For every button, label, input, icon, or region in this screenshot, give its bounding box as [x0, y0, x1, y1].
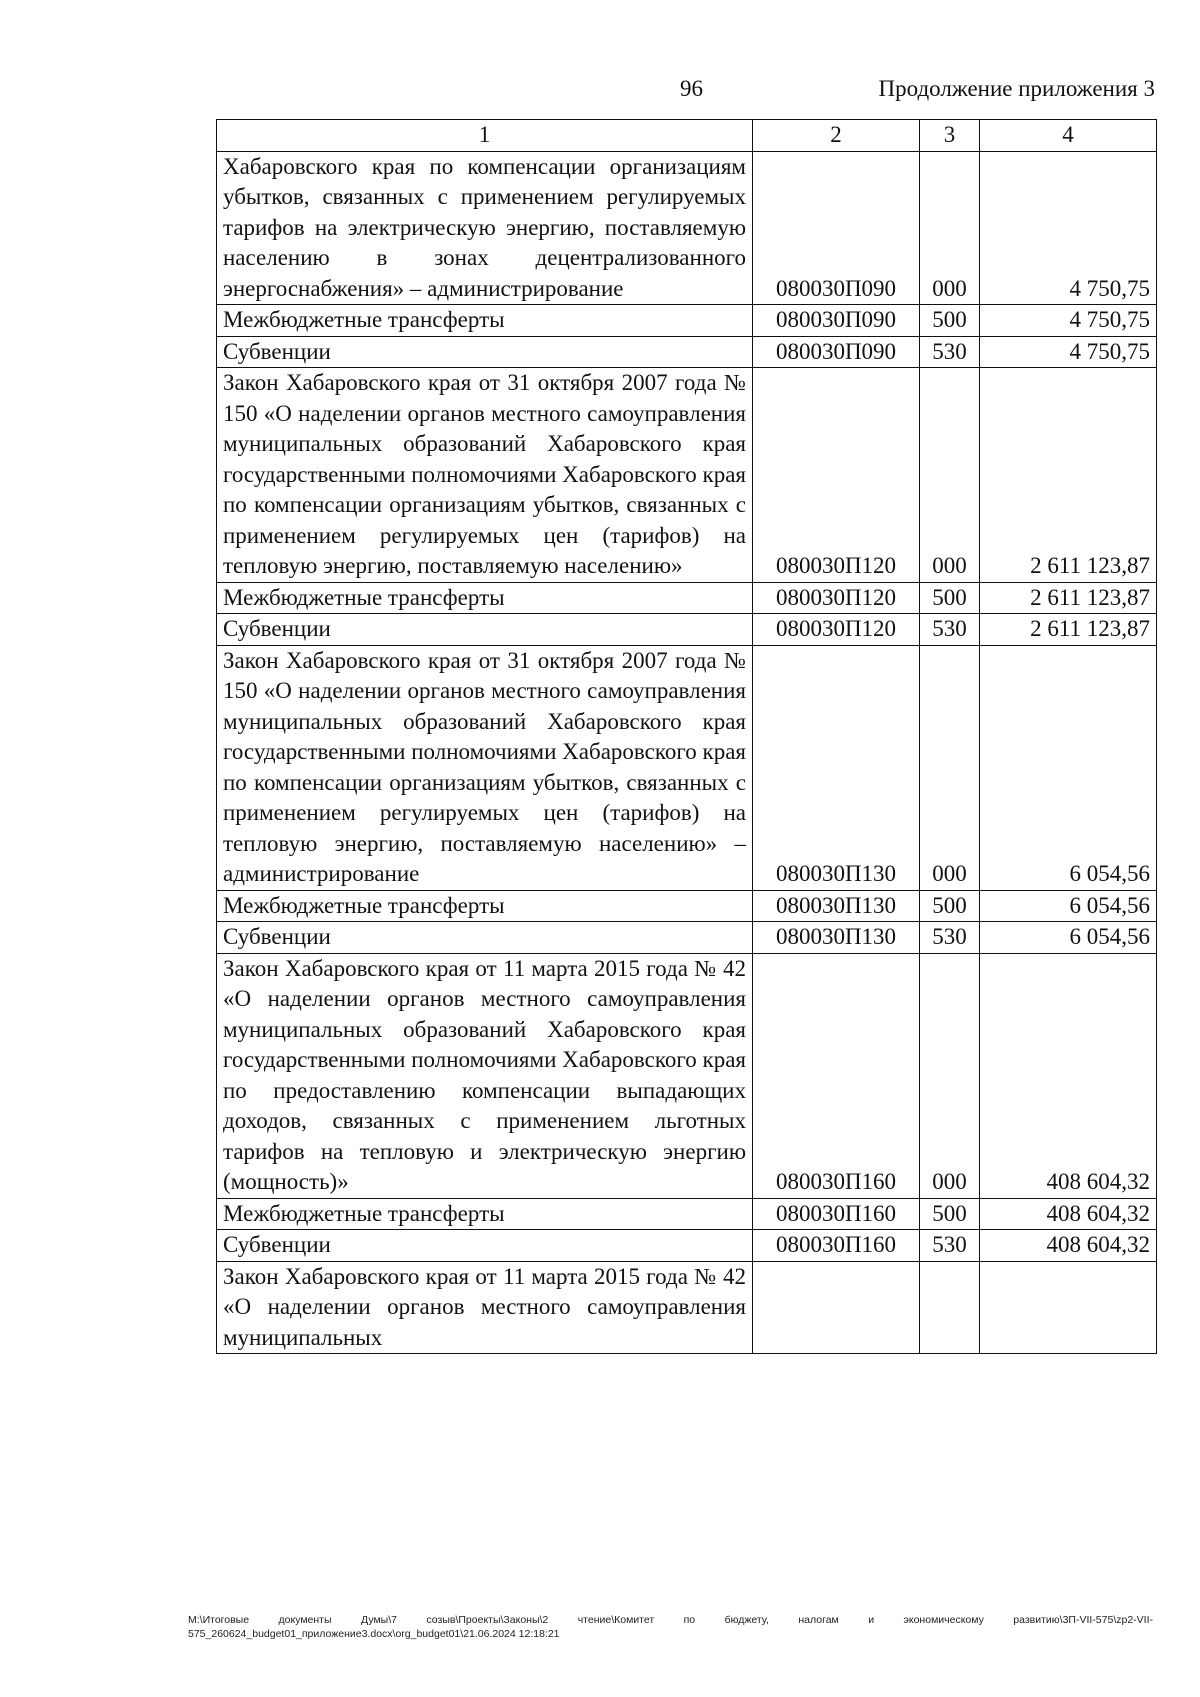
table-row [217, 1230, 1157, 1262]
row-code: 080030П160 [753, 953, 920, 1198]
table-row [217, 305, 1157, 337]
row-amount: 6 054,56 [980, 922, 1157, 954]
row-expense-type: 000 [920, 953, 980, 1198]
row-name: Закон Хабаровского края от 31 октября 2007 года № 150 «О наделении органов местного самоуправления муниципальных образований Хабаровского края государственными полномочиями Хабаровского края по компенсации организациям убытков, связанных с применением регулируемых цен (тарифов) на тепловую энергию, поставляемую населению» – администрирование [217, 645, 753, 890]
row-name: Хабаровского края по компенсации организациям убытков, связанных с применением регулируемых тарифов на электрическую энергию, поставляемую населению в зонах децентрализованного энергоснабжения» – администрирование [217, 151, 753, 305]
table-row [217, 151, 1157, 305]
table-row [217, 953, 1157, 1198]
column-header-1: 1 [217, 120, 753, 152]
row-code: 080030П160 [753, 1198, 920, 1230]
row-expense-type: 000 [920, 645, 980, 890]
budget-table [216, 119, 1157, 1354]
row-expense-type: 530 [920, 336, 980, 368]
table-row [217, 614, 1157, 646]
row-name: Межбюджетные трансферты [217, 890, 753, 922]
row-code: 080030П160 [753, 1230, 920, 1262]
row-name: Субвенции [217, 1230, 753, 1262]
table-row [217, 645, 1157, 890]
table-row [217, 336, 1157, 368]
row-expense-type: 500 [920, 582, 980, 614]
row-code: 080030П090 [753, 305, 920, 337]
row-amount [980, 1261, 1157, 1354]
document-path-footer: M:\Итоговые документы Думы\7 созыв\Проекты\Законы\2 чтение\Комитет по бюджету, налогам и экономическому развитию\3П-VII-575\zp2-VII-575_260624_budget01_приложение3.docx\org_budget01\21.06.2024 12:18:21 [188, 1614, 1153, 1640]
row-name: Закон Хабаровского края от 31 октября 2007 года № 150 «О наделении органов местного самоуправления муниципальных образований Хабаровского края государственными полномочиями Хабаровского края по компенсации организациям убытков, связанных с применением регулируемых цен (тарифов) на тепловую энергию, поставляемую населению» [217, 368, 753, 583]
row-amount: 6 054,56 [980, 645, 1157, 890]
row-name: Межбюджетные трансферты [217, 1198, 753, 1230]
row-code: 080030П090 [753, 336, 920, 368]
row-code: 080030П120 [753, 582, 920, 614]
row-name: Субвенции [217, 336, 753, 368]
row-name: Субвенции [217, 614, 753, 646]
row-amount: 408 604,32 [980, 1230, 1157, 1262]
table-row [217, 368, 1157, 583]
row-code: 080030П090 [753, 151, 920, 305]
row-amount: 408 604,32 [980, 1198, 1157, 1230]
column-header-4: 4 [980, 120, 1157, 152]
row-amount: 4 750,75 [980, 305, 1157, 337]
row-code: 080030П120 [753, 614, 920, 646]
row-amount: 408 604,32 [980, 953, 1157, 1198]
row-name: Межбюджетные трансферты [217, 305, 753, 337]
row-expense-type: 530 [920, 922, 980, 954]
row-code: 080030П130 [753, 890, 920, 922]
row-amount: 4 750,75 [980, 151, 1157, 305]
row-amount: 2 611 123,87 [980, 614, 1157, 646]
row-name: Закон Хабаровского края от 11 марта 2015 года № 42 «О наделении органов местного самоуправления муниципальных образований Хабаровского края государственными полномочиями Хабаровского края по предоставлению компенсации выпадающих доходов, связанных с применением льготных тарифов на тепловую и электрическую энергию (мощность)» [217, 953, 753, 1198]
table-row [217, 1198, 1157, 1230]
row-amount: 2 611 123,87 [980, 368, 1157, 583]
continuation-title: Продолжение приложения 3 [878, 76, 1155, 101]
column-header-2: 2 [753, 120, 920, 152]
table-header-row [217, 120, 1157, 152]
row-expense-type [920, 1261, 980, 1354]
row-code [753, 1261, 920, 1354]
row-expense-type: 530 [920, 1230, 980, 1262]
row-amount: 6 054,56 [980, 890, 1157, 922]
table-row [217, 890, 1157, 922]
row-expense-type: 000 [920, 368, 980, 583]
row-expense-type: 500 [920, 890, 980, 922]
row-expense-type: 530 [920, 614, 980, 646]
row-name: Субвенции [217, 922, 753, 954]
row-expense-type: 000 [920, 151, 980, 305]
row-expense-type: 500 [920, 305, 980, 337]
row-code: 080030П130 [753, 922, 920, 954]
row-code: 080030П130 [753, 645, 920, 890]
column-header-3: 3 [920, 120, 980, 152]
row-expense-type: 500 [920, 1198, 980, 1230]
table-row [217, 922, 1157, 954]
table-row [217, 1261, 1157, 1354]
row-amount: 2 611 123,87 [980, 582, 1157, 614]
page-number: 96 [680, 76, 703, 101]
row-code: 080030П120 [753, 368, 920, 583]
row-name: Межбюджетные трансферты [217, 582, 753, 614]
row-name: Закон Хабаровского края от 11 марта 2015 года № 42 «О наделении органов местного самоуправления муниципальных [217, 1261, 753, 1354]
table-body [217, 151, 1157, 1354]
row-amount: 4 750,75 [980, 336, 1157, 368]
table-row [217, 582, 1157, 614]
